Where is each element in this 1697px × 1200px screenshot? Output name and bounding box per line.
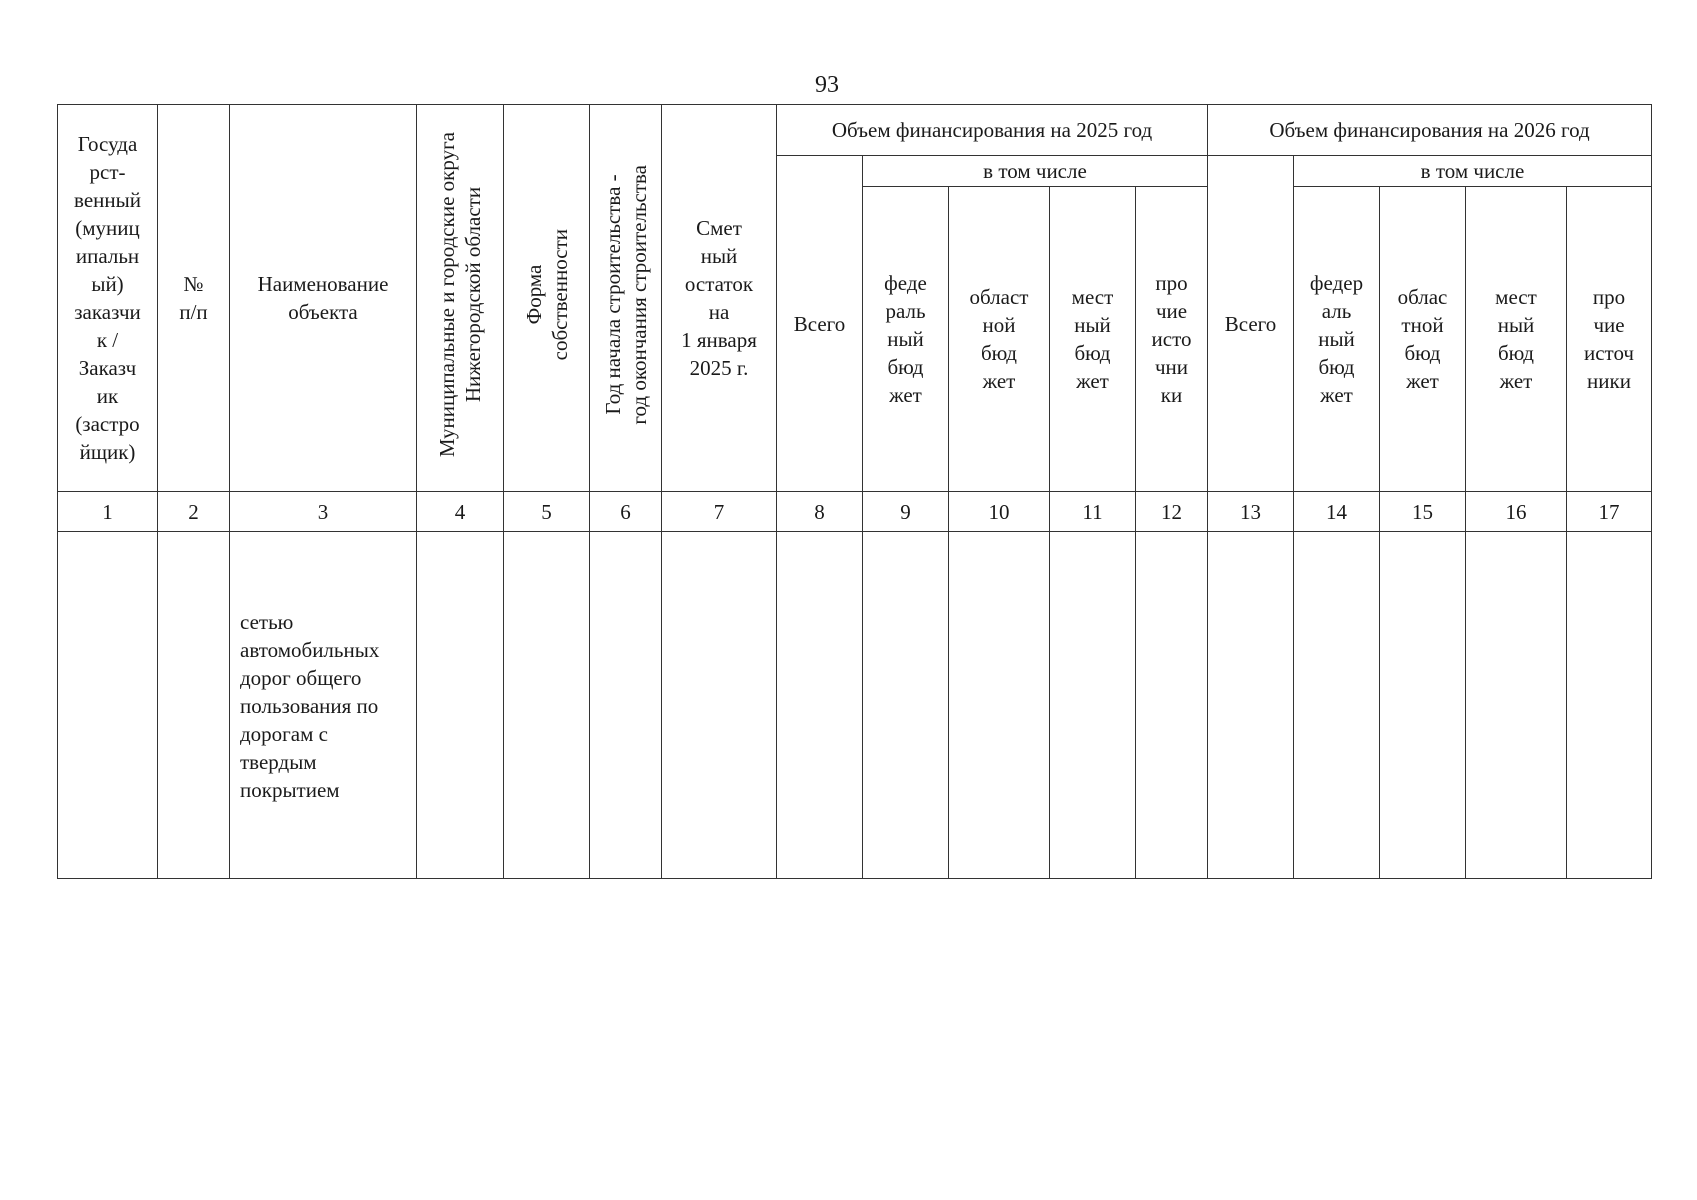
header-customer: Госуда рст- венный (муниц ипальн ый) заказчи к / Заказч ик (застро йщик) — [58, 105, 158, 492]
header-regional-2026: облас тной бюд жет — [1380, 187, 1466, 492]
column-number: 2 — [158, 492, 230, 532]
header-years: Год начала строительства - год окончания строительства — [590, 105, 662, 492]
header-regional-2025: област ной бюд жет — [949, 187, 1050, 492]
column-number: 12 — [1136, 492, 1208, 532]
header-row-groups — [58, 105, 1652, 156]
header-object-name: Наименование объекта — [230, 105, 417, 492]
cell-total-2026 — [1208, 532, 1294, 879]
column-number: 11 — [1050, 492, 1136, 532]
column-number: 17 — [1567, 492, 1652, 532]
header-estimate: Смет ный остаток на 1 января 2025 г. — [662, 105, 777, 492]
cell-districts — [417, 532, 504, 879]
header-group-2026: Объем финансирования на 2026 год — [1208, 105, 1652, 156]
column-number: 7 — [662, 492, 777, 532]
table-row — [58, 532, 1652, 879]
header-other-2026: про чие источ ники — [1567, 187, 1652, 492]
column-number: 16 — [1466, 492, 1567, 532]
cell-number — [158, 532, 230, 879]
column-number: 15 — [1380, 492, 1466, 532]
header-total-2025: Всего — [777, 156, 863, 492]
header-local-2025: мест ный бюд жет — [1050, 187, 1136, 492]
header-including-2025: в том числе — [863, 156, 1208, 187]
column-number-row — [58, 492, 1652, 532]
cell-customer — [58, 532, 158, 879]
header-including-2026: в том числе — [1294, 156, 1652, 187]
column-number: 5 — [504, 492, 590, 532]
column-number: 10 — [949, 492, 1050, 532]
cell-total-2025 — [777, 532, 863, 879]
cell-ownership — [504, 532, 590, 879]
cell-regional-2025 — [949, 532, 1050, 879]
header-ownership: Форма собственности — [504, 105, 590, 492]
cell-federal-2026 — [1294, 532, 1380, 879]
column-number: 9 — [863, 492, 949, 532]
header-group-2025: Объем финансирования на 2025 год — [777, 105, 1208, 156]
cell-object-name: сетью автомобильных дорог общего пользования по дорогам с твердым покрытием — [230, 532, 417, 879]
page-number: 93 — [815, 72, 839, 98]
column-number: 1 — [58, 492, 158, 532]
column-number: 13 — [1208, 492, 1294, 532]
cell-local-2026 — [1466, 532, 1567, 879]
header-total-2026: Всего — [1208, 156, 1294, 492]
column-number: 6 — [590, 492, 662, 532]
cell-regional-2026 — [1380, 532, 1466, 879]
financing-table — [57, 104, 1652, 879]
header-federal-2026: федер аль ный бюд жет — [1294, 187, 1380, 492]
column-number: 3 — [230, 492, 417, 532]
header-other-2025: про чие исто чни ки — [1136, 187, 1208, 492]
cell-years — [590, 532, 662, 879]
header-districts: Муниципальные и городские округа Нижегородской области — [417, 105, 504, 492]
header-number: № п/п — [158, 105, 230, 492]
cell-federal-2025 — [863, 532, 949, 879]
cell-estimate — [662, 532, 777, 879]
cell-other-2025 — [1136, 532, 1208, 879]
header-local-2026: мест ный бюд жет — [1466, 187, 1567, 492]
cell-local-2025 — [1050, 532, 1136, 879]
column-number: 8 — [777, 492, 863, 532]
column-number: 14 — [1294, 492, 1380, 532]
cell-other-2026 — [1567, 532, 1652, 879]
column-number: 4 — [417, 492, 504, 532]
header-federal-2025: феде раль ный бюд жет — [863, 187, 949, 492]
